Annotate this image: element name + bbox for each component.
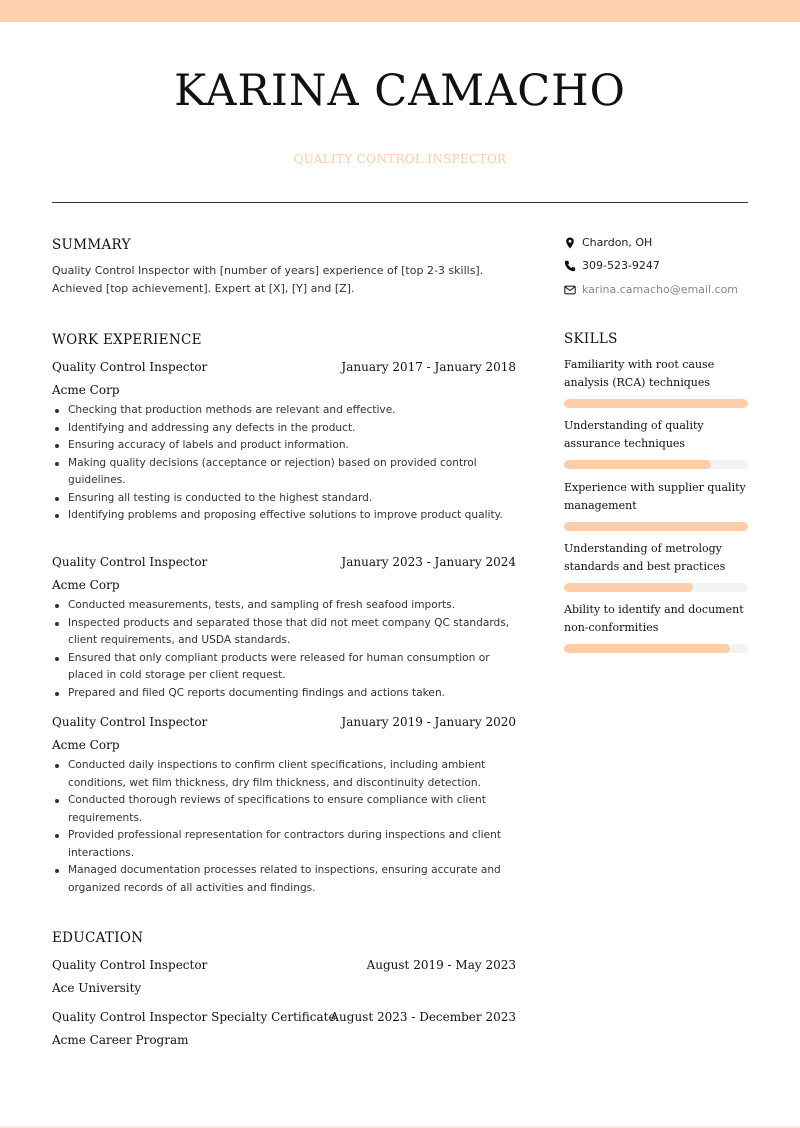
skill-bar-fill [564, 644, 730, 653]
skills-heading: SKILLS [564, 331, 618, 347]
skill-label: Understanding of quality assurance techniques [564, 419, 704, 450]
job-bullet: Ensuring all testing is conducted to the highest standard. [52, 490, 516, 508]
skill-label: Ability to identify and document non-conformities [564, 603, 744, 634]
contact-location-text: Chardon, OH [582, 236, 653, 249]
job-bullets [52, 757, 516, 897]
job-company: Acme Corp [52, 383, 120, 397]
contact-email [564, 282, 764, 300]
contact-phone [564, 258, 764, 276]
skill-label: Familiarity with root cause analysis (RCA) techniques [564, 358, 715, 389]
job-date: January 2023 - January 2024 [341, 555, 516, 569]
skill-bar-track [564, 522, 748, 531]
education-school: Acme Career Program [52, 1033, 189, 1047]
job-bullet: Ensured that only compliant products were released for human consumption or placed in cold storage per client request. [52, 650, 516, 685]
education-date: August 2023 - December 2023 [330, 1010, 516, 1024]
education-title: Quality Control Inspector [52, 958, 208, 972]
job-bullet: Provided professional representation for contractors during inspections and client interactions. [52, 827, 516, 862]
skill-bar-track [564, 399, 748, 408]
job-company: Acme Corp [52, 738, 120, 752]
skill-label: Experience with supplier quality management [564, 481, 746, 512]
location-pin-icon [564, 237, 576, 249]
job-date: January 2019 - January 2020 [341, 715, 516, 729]
phone-icon [564, 260, 576, 272]
skill-bar-fill [564, 460, 711, 469]
candidate-role: QUALITY CONTROL INSPECTOR [293, 152, 507, 166]
header-divider [52, 202, 748, 203]
job-entry [52, 715, 516, 897]
skill-label: Understanding of metrology standards and best practices [564, 542, 726, 573]
job-company: Acme Corp [52, 578, 120, 592]
contact-phone-text[interactable]: 309-523-9247 [582, 259, 660, 272]
job-bullet: Conducted daily inspections to confirm client specifications, including ambient conditions, wet film thickness, dry film thickness, and discontinuity detection. [52, 757, 516, 792]
experience-heading: WORK EXPERIENCE [52, 332, 202, 348]
summary-line-1: Quality Control Inspector with [number of years] experience of [top 2-3 skills]. [52, 264, 484, 277]
skill-item [564, 601, 748, 653]
job-entry [52, 555, 516, 702]
skill-item [564, 417, 748, 469]
skill-bar-track [564, 583, 748, 592]
skill-item [564, 356, 748, 408]
top-accent-band [0, 0, 800, 22]
education-title: Quality Control Inspector Specialty Certificate [52, 1010, 336, 1024]
job-bullet: Prepared and filed QC reports documenting findings and actions taken. [52, 685, 516, 703]
candidate-name: KARINA CAMACHO [174, 66, 626, 116]
job-bullet: Managed documentation processes related to inspections, ensuring accurate and organized records of all activities and findings. [52, 862, 516, 897]
education-heading: EDUCATION [52, 930, 144, 946]
contact-location [564, 235, 764, 253]
job-entry [52, 360, 516, 525]
skill-bar-track [564, 460, 748, 469]
job-bullets [52, 402, 516, 525]
skill-bar-track [564, 644, 748, 653]
skill-item [564, 479, 748, 531]
education-entry [52, 958, 516, 998]
job-bullet: Making quality decisions (acceptance or rejection) based on provided control guidelines. [52, 455, 516, 490]
envelope-icon [564, 284, 576, 296]
summary-heading: SUMMARY [52, 237, 131, 253]
contact-email-link[interactable]: karina.camacho@email.com [582, 283, 739, 296]
job-bullet: Inspected products and separated those that did not meet company QC standards, client requirements, and USDA standards. [52, 615, 516, 650]
job-title: Quality Control Inspector [52, 715, 208, 729]
job-title: Quality Control Inspector [52, 555, 208, 569]
education-school: Ace University [52, 981, 142, 995]
job-date: January 2017 - January 2018 [341, 360, 516, 374]
skill-bar-fill [564, 399, 748, 408]
job-bullets [52, 597, 516, 702]
job-bullet: Identifying problems and proposing effective solutions to improve product quality. [52, 507, 516, 525]
skill-item [564, 540, 748, 592]
summary-line-2: Achieved [top achievement]. Expert at [X], [Y] and [Z]. [52, 282, 355, 295]
job-bullet: Ensuring accuracy of labels and product information. [52, 437, 516, 455]
job-bullet: Identifying and addressing any defects in the product. [52, 420, 516, 438]
summary-text [52, 262, 522, 298]
job-bullet: Conducted measurements, tests, and sampling of fresh seafood imports. [52, 597, 516, 615]
job-bullet: Conducted thorough reviews of specifications to ensure compliance with client requirements. [52, 792, 516, 827]
job-title: Quality Control Inspector [52, 360, 208, 374]
education-date: August 2019 - May 2023 [366, 958, 516, 972]
education-entry [52, 1010, 516, 1050]
job-bullet: Checking that production methods are relevant and effective. [52, 402, 516, 420]
skill-bar-fill [564, 522, 748, 531]
skill-bar-fill [564, 583, 693, 592]
